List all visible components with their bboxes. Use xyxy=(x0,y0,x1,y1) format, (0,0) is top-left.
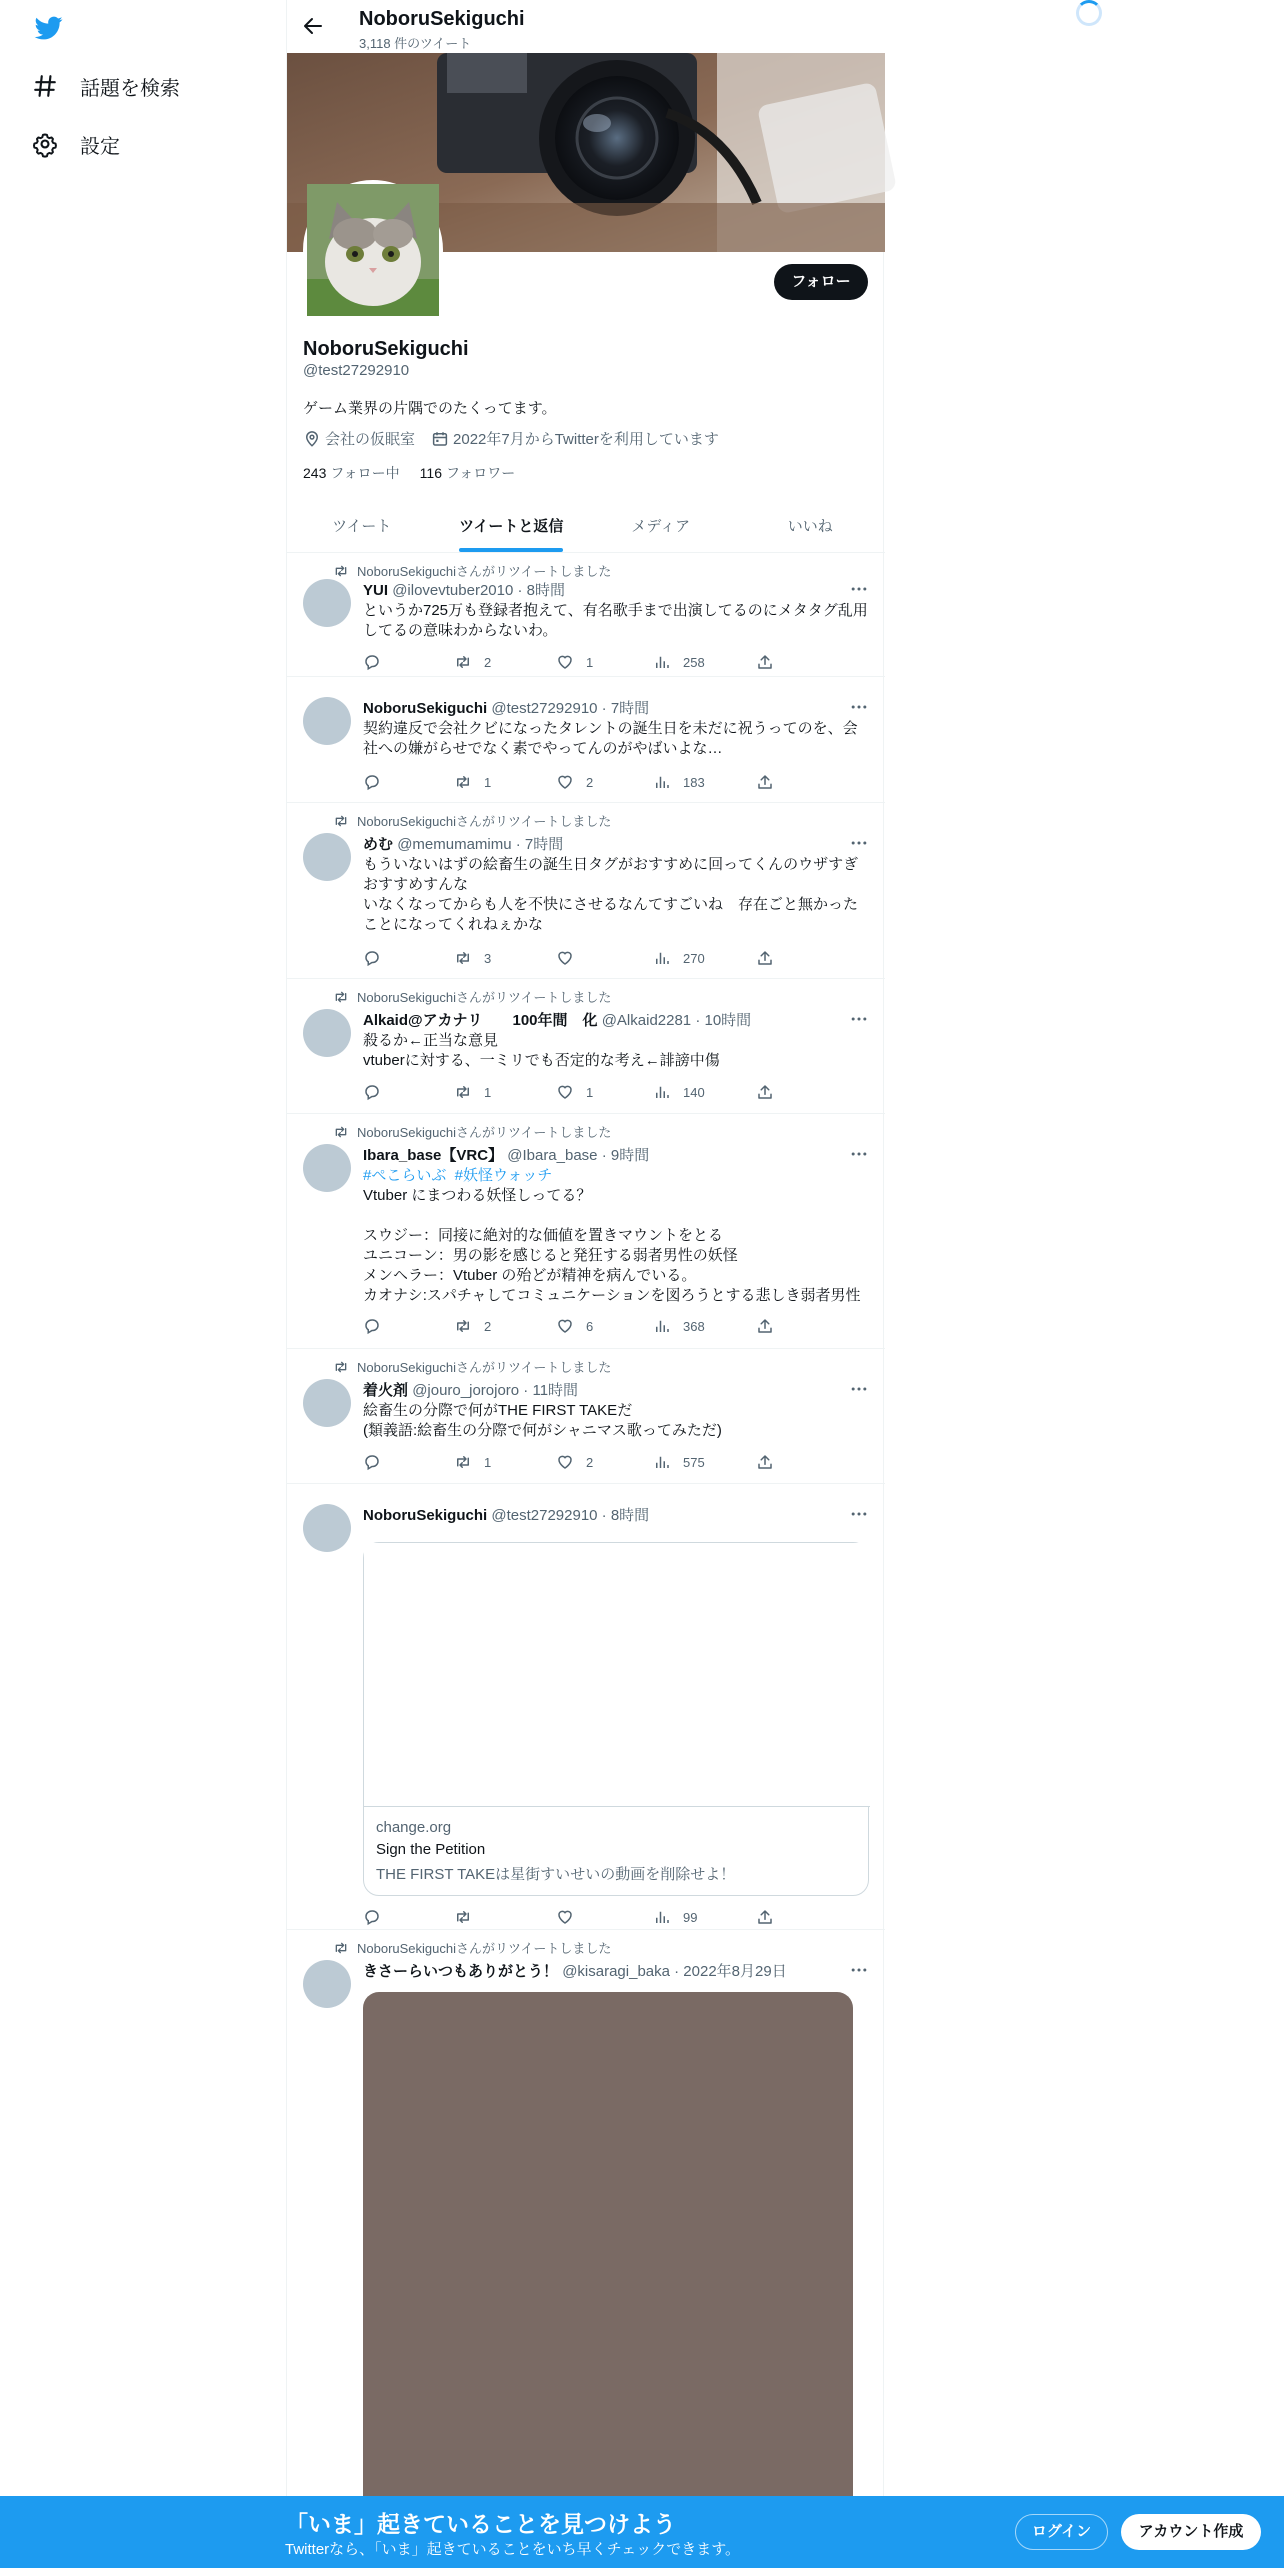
following-label: フォロー中 xyxy=(330,465,400,481)
tab-tweets-and-replies[interactable]: ツイートと返信 xyxy=(437,500,587,552)
tweet[interactable] xyxy=(287,979,885,1114)
share-button[interactable] xyxy=(756,1453,786,1471)
tweet-avatar[interactable] xyxy=(303,579,351,627)
following-count: 243 xyxy=(303,465,327,481)
tweet-text: 契約違反で会社クビになったタレントの誕生日を未だに祝うってのを、会社への嫌がらせでなく素でやってんのがやばいよな… xyxy=(363,720,858,757)
retweet-icon xyxy=(333,813,349,829)
view-count: 140 xyxy=(683,1084,705,1100)
like-button[interactable] xyxy=(556,949,586,967)
like-count: 2 xyxy=(586,774,594,790)
retweet-icon xyxy=(454,1453,472,1471)
tweet-text: Vtuber にまつわる妖怪しってる？ スウジー：同接に絶対的な価値を置きマウントをとる ユニコーン：男の影を感じると発狂する弱者男性の妖怪 メンヘラー：Vtuber の殆どが精神を病んでいる。 カオナシ:スパチャしてコミュニケーションを図ろうとする悲しき弱者男性 xyxy=(363,1187,861,1304)
login-button[interactable]: ログイン xyxy=(1015,2514,1108,2550)
share-button[interactable] xyxy=(756,653,786,671)
retweet-count: 1 xyxy=(484,1084,492,1100)
retweet-button[interactable] xyxy=(454,653,491,671)
share-icon xyxy=(756,653,774,671)
reply-button[interactable] xyxy=(363,1453,393,1471)
retweet-icon xyxy=(333,563,349,579)
back-arrow-icon[interactable] xyxy=(301,14,325,38)
heart-icon xyxy=(556,1317,574,1335)
more-options-icon[interactable] xyxy=(849,833,869,853)
tweet-actions xyxy=(363,653,793,673)
reply-icon xyxy=(363,1453,381,1471)
main-column xyxy=(286,0,884,2568)
tweet-header xyxy=(363,697,649,718)
tweet-avatar[interactable] xyxy=(303,697,351,745)
tweet-author-name[interactable]: Ibara_base【VRC】 xyxy=(363,1147,504,1164)
profile-avatar[interactable] xyxy=(303,180,443,320)
share-icon xyxy=(756,773,774,791)
reply-icon xyxy=(363,653,381,671)
loading-spinner-icon xyxy=(1076,0,1102,26)
reply-icon xyxy=(363,1908,381,1926)
views-button[interactable] xyxy=(653,1453,705,1471)
share-button[interactable] xyxy=(756,949,786,967)
retweet-button[interactable] xyxy=(454,1908,484,1926)
twitter-logo-icon[interactable] xyxy=(33,14,65,42)
tweet-author-name[interactable]: めむ xyxy=(363,836,394,853)
retweet-icon xyxy=(454,949,472,967)
gear-icon xyxy=(32,131,58,157)
tweet-handle-time[interactable]: @ilovevtuber2010 · 8時間 xyxy=(392,582,565,599)
following-link[interactable] xyxy=(303,463,400,483)
tweet-actions xyxy=(363,1908,793,1928)
nav-item-settings[interactable] xyxy=(32,124,120,164)
tweet-header xyxy=(363,1144,649,1165)
link-card[interactable] xyxy=(363,1542,869,1896)
more-options-icon[interactable] xyxy=(849,1504,869,1524)
tweet-avatar[interactable] xyxy=(303,1960,351,2008)
views-button[interactable] xyxy=(653,949,705,967)
views-button[interactable] xyxy=(653,653,705,671)
reply-icon xyxy=(363,949,381,967)
heart-icon xyxy=(556,949,574,967)
reply-icon xyxy=(363,773,381,791)
tweet-actions xyxy=(363,773,793,793)
reply-icon xyxy=(363,1317,381,1335)
view-count: 368 xyxy=(683,1318,705,1334)
link-card-title: Sign the Petition xyxy=(376,1841,486,1858)
more-options-icon[interactable] xyxy=(849,579,869,599)
tweet[interactable] xyxy=(287,1930,885,2570)
nav-item-label: 設定 xyxy=(80,135,120,158)
retweet-button[interactable] xyxy=(454,1317,491,1335)
tweet-handle-time[interactable]: @test27292910 · 8時間 xyxy=(491,1507,650,1524)
tab-media[interactable]: メディア xyxy=(631,518,691,535)
tweet-handle-time[interactable]: @test27292910 · 7時間 xyxy=(491,700,650,717)
view-count: 575 xyxy=(683,1454,705,1470)
retweet-context-text: NoboruSekiguchiさんがリツイートしました xyxy=(357,990,612,1005)
like-count: 6 xyxy=(586,1318,594,1334)
view-count: 183 xyxy=(683,774,705,790)
profile-joined-text: 2022年7月からTwitterを利用しています xyxy=(453,431,719,448)
like-button[interactable] xyxy=(556,773,593,791)
like-count: 1 xyxy=(586,654,594,670)
share-icon xyxy=(756,1317,774,1335)
views-chart-icon xyxy=(653,653,671,671)
tweet-author-name[interactable]: NoboruSekiguchi xyxy=(363,700,488,717)
link-card-image xyxy=(364,1543,870,1807)
tweet[interactable] xyxy=(287,1349,885,1484)
retweet-icon xyxy=(333,1940,349,1956)
like-count: 2 xyxy=(586,1454,594,1470)
retweet-icon xyxy=(454,773,472,791)
tweet-actions xyxy=(363,1453,793,1473)
tweet-author-name[interactable]: Alkaid@アカナリ 100年間 化 xyxy=(363,1012,598,1029)
tweet-header xyxy=(363,579,565,600)
retweet-context-text: NoboruSekiguchiさんがリツイートしました xyxy=(357,1125,612,1140)
tweet[interactable] xyxy=(287,803,885,979)
nav-item-label: 話題を検索 xyxy=(80,77,180,100)
views-button[interactable] xyxy=(653,1317,705,1335)
reply-button[interactable] xyxy=(363,1908,393,1926)
retweet-context-text: NoboruSekiguchiさんがリツイートしました xyxy=(357,1360,612,1375)
share-button[interactable] xyxy=(756,1317,786,1335)
reply-button[interactable] xyxy=(363,653,393,671)
tweet-header xyxy=(363,1504,649,1525)
profile-name: NoboruSekiguchi xyxy=(303,338,469,360)
header-tweet-count: 3,118 件のツイート xyxy=(359,36,472,51)
like-button[interactable] xyxy=(556,1453,593,1471)
followers-link[interactable] xyxy=(420,463,516,483)
reply-button[interactable] xyxy=(363,949,393,967)
views-chart-icon xyxy=(653,1908,671,1926)
nav-item-explore[interactable] xyxy=(32,66,180,106)
share-button[interactable] xyxy=(756,773,786,791)
tweet[interactable] xyxy=(287,1114,885,1349)
tweet-handle-time[interactable]: @Ibara_base · 9時間 xyxy=(507,1147,650,1164)
view-count: 99 xyxy=(683,1909,698,1925)
heart-icon xyxy=(556,653,574,671)
retweet-context xyxy=(333,987,611,1006)
retweet-icon xyxy=(454,1083,472,1101)
reply-button[interactable] xyxy=(363,1317,393,1335)
like-button[interactable] xyxy=(556,1317,593,1335)
tweet-header xyxy=(363,833,563,854)
tweet-actions xyxy=(363,1083,793,1103)
tweet-header xyxy=(363,1009,751,1030)
tweet-text: というか725万も登録者抱えて、有名歌手まで出演してるのにメタタグ乱用してるの意味わからないわ。 xyxy=(363,602,868,639)
retweet-button[interactable] xyxy=(454,773,491,791)
like-count: 1 xyxy=(586,1084,594,1100)
retweet-context xyxy=(333,1122,611,1141)
reply-button[interactable] xyxy=(363,773,393,791)
tweet-author-name[interactable]: YUI xyxy=(363,582,389,599)
reply-button[interactable] xyxy=(363,1083,393,1101)
tweet-handle-time[interactable]: @Alkaid2281 · 10時間 xyxy=(601,1012,752,1029)
tweet-handle-time[interactable]: @memumamimu · 7時間 xyxy=(397,836,564,853)
share-icon xyxy=(756,1083,774,1101)
location-pin-icon xyxy=(303,430,321,448)
hashtag-links[interactable]: #ぺこらいぶ #妖怪ウォッチ xyxy=(363,1167,553,1184)
profile-meta xyxy=(303,428,735,449)
view-count: 270 xyxy=(683,950,705,966)
retweet-icon xyxy=(454,1317,472,1335)
profile-location xyxy=(303,428,415,449)
views-chart-icon xyxy=(653,949,671,967)
heart-icon xyxy=(556,1453,574,1471)
calendar-icon xyxy=(431,430,449,448)
tweet[interactable] xyxy=(287,677,885,803)
reply-icon xyxy=(363,1083,381,1101)
profile-header xyxy=(287,0,885,53)
more-options-icon[interactable] xyxy=(849,1960,869,1980)
left-nav xyxy=(0,0,286,2568)
tweet-header xyxy=(363,1379,578,1400)
share-button[interactable] xyxy=(756,1908,786,1926)
views-chart-icon xyxy=(653,1083,671,1101)
retweet-count: 3 xyxy=(484,950,492,966)
retweet-icon xyxy=(333,989,349,1005)
retweet-context-text: NoboruSekiguchiさんがリツイートしました xyxy=(357,564,612,579)
followers-label: フォロワー xyxy=(446,465,516,481)
tweet-avatar[interactable] xyxy=(303,1009,351,1057)
retweet-count: 2 xyxy=(484,654,492,670)
view-count: 258 xyxy=(683,654,705,670)
tweet-author-name[interactable]: 着火剤 xyxy=(363,1382,409,1399)
more-options-icon[interactable] xyxy=(849,1379,869,1399)
retweet-context-text: NoboruSekiguchiさんがリツイートしました xyxy=(357,1941,612,1956)
views-button[interactable] xyxy=(653,773,705,791)
retweet-context xyxy=(333,811,611,830)
tab-tweets[interactable]: ツイート xyxy=(332,518,392,535)
like-button[interactable] xyxy=(556,653,593,671)
tab-likes[interactable]: いいね xyxy=(787,518,833,535)
retweet-count: 2 xyxy=(484,1318,492,1334)
retweet-icon xyxy=(333,1124,349,1140)
share-icon xyxy=(756,949,774,967)
tweet-actions xyxy=(363,949,793,969)
tweet[interactable] xyxy=(287,553,885,677)
profile-location-text: 会社の仮眠室 xyxy=(325,431,416,448)
retweet-count: 1 xyxy=(484,774,492,790)
tweet-text: 殺るか←正当な意見 vtuberに対する、一ミリでも否定的な考え←誹謗中傷 xyxy=(363,1032,720,1069)
profile-joined xyxy=(431,428,719,449)
signup-banner xyxy=(0,2496,1284,2568)
heart-icon xyxy=(556,773,574,791)
more-options-icon[interactable] xyxy=(849,1144,869,1164)
retweet-icon xyxy=(333,1359,349,1375)
signup-banner-subtitle: Twitterなら、「いま」起きていることをいち早くチェックできます。 xyxy=(285,2541,741,2558)
views-button[interactable] xyxy=(653,1908,697,1926)
link-card-domain: change.org xyxy=(376,1819,452,1836)
hashtag-icon xyxy=(32,73,58,99)
signup-banner-title: 「いま」起きていることを見つけよう xyxy=(285,2511,676,2537)
followers-count: 116 xyxy=(419,465,442,481)
heart-icon xyxy=(556,1908,574,1926)
retweet-context xyxy=(333,1357,611,1376)
like-button[interactable] xyxy=(556,1083,593,1101)
tweet-author-name[interactable]: きさーらいつもありがとう！ xyxy=(363,1963,559,1980)
retweet-count: 1 xyxy=(484,1454,492,1470)
views-chart-icon xyxy=(653,1453,671,1471)
retweet-icon xyxy=(454,1908,472,1926)
tweet-handle-time[interactable]: @kisaragi_baka · 2022年8月29日 xyxy=(562,1963,787,1980)
tweet-avatar[interactable] xyxy=(303,1144,351,1192)
views-chart-icon xyxy=(653,773,671,791)
retweet-context xyxy=(333,561,611,580)
profile-stats xyxy=(303,463,535,483)
create-account-button[interactable]: アカウント作成 xyxy=(1121,2514,1261,2550)
tweet-text: もういないはずの絵畜生の誕生日タグがおすすめに回ってくんのウザすぎ おすすめすんな いなくなってからも人を不快にさせるなんてすごいね 存在ごと無かったことになってくれねぇかな xyxy=(363,856,859,933)
views-button[interactable] xyxy=(653,1083,705,1101)
retweet-context-text: NoboruSekiguchiさんがリツイートしました xyxy=(357,814,612,829)
share-icon xyxy=(756,1453,774,1471)
tweet-avatar[interactable] xyxy=(303,1379,351,1427)
retweet-context xyxy=(333,1938,611,1957)
retweet-button[interactable] xyxy=(454,949,491,967)
link-card-description: THE FIRST TAKEは星街すいせいの動画を削除せよ！ xyxy=(376,1866,736,1883)
like-button[interactable] xyxy=(556,1908,586,1926)
tweet-text-block xyxy=(363,1166,871,1306)
profile-tabs xyxy=(287,500,885,553)
tweet-author-name[interactable]: NoboruSekiguchi xyxy=(363,1507,488,1524)
more-options-icon[interactable] xyxy=(849,1009,869,1029)
retweet-button[interactable] xyxy=(454,1083,491,1101)
heart-icon xyxy=(556,1083,574,1101)
tweet-text: 絵畜生の分際で何がTHE FIRST TAKEだ (類義語:絵畜生の分際で何がシャニマス歌ってみただ) xyxy=(363,1402,722,1439)
tweet[interactable] xyxy=(287,1484,885,1930)
follow-button[interactable]: フォロー xyxy=(774,264,868,300)
tweet-avatar[interactable] xyxy=(303,833,351,881)
more-options-icon[interactable] xyxy=(849,697,869,717)
retweet-button[interactable] xyxy=(454,1453,491,1471)
profile-bio: ゲーム業界の片隅でのたくってます。 xyxy=(303,400,557,417)
tweet-media-image[interactable] xyxy=(363,1992,853,2512)
share-button[interactable] xyxy=(756,1083,786,1101)
tweet-actions xyxy=(363,1317,793,1337)
share-icon xyxy=(756,1908,774,1926)
tweet-avatar[interactable] xyxy=(303,1504,351,1552)
tweet-header xyxy=(363,1960,787,1981)
profile-handle: @test27292910 xyxy=(303,362,410,379)
header-title: NoboruSekiguchi xyxy=(359,8,525,30)
views-chart-icon xyxy=(653,1317,671,1335)
tweet-handle-time[interactable]: @jouro_jorojoro · 11時間 xyxy=(412,1382,579,1399)
retweet-icon xyxy=(454,653,472,671)
